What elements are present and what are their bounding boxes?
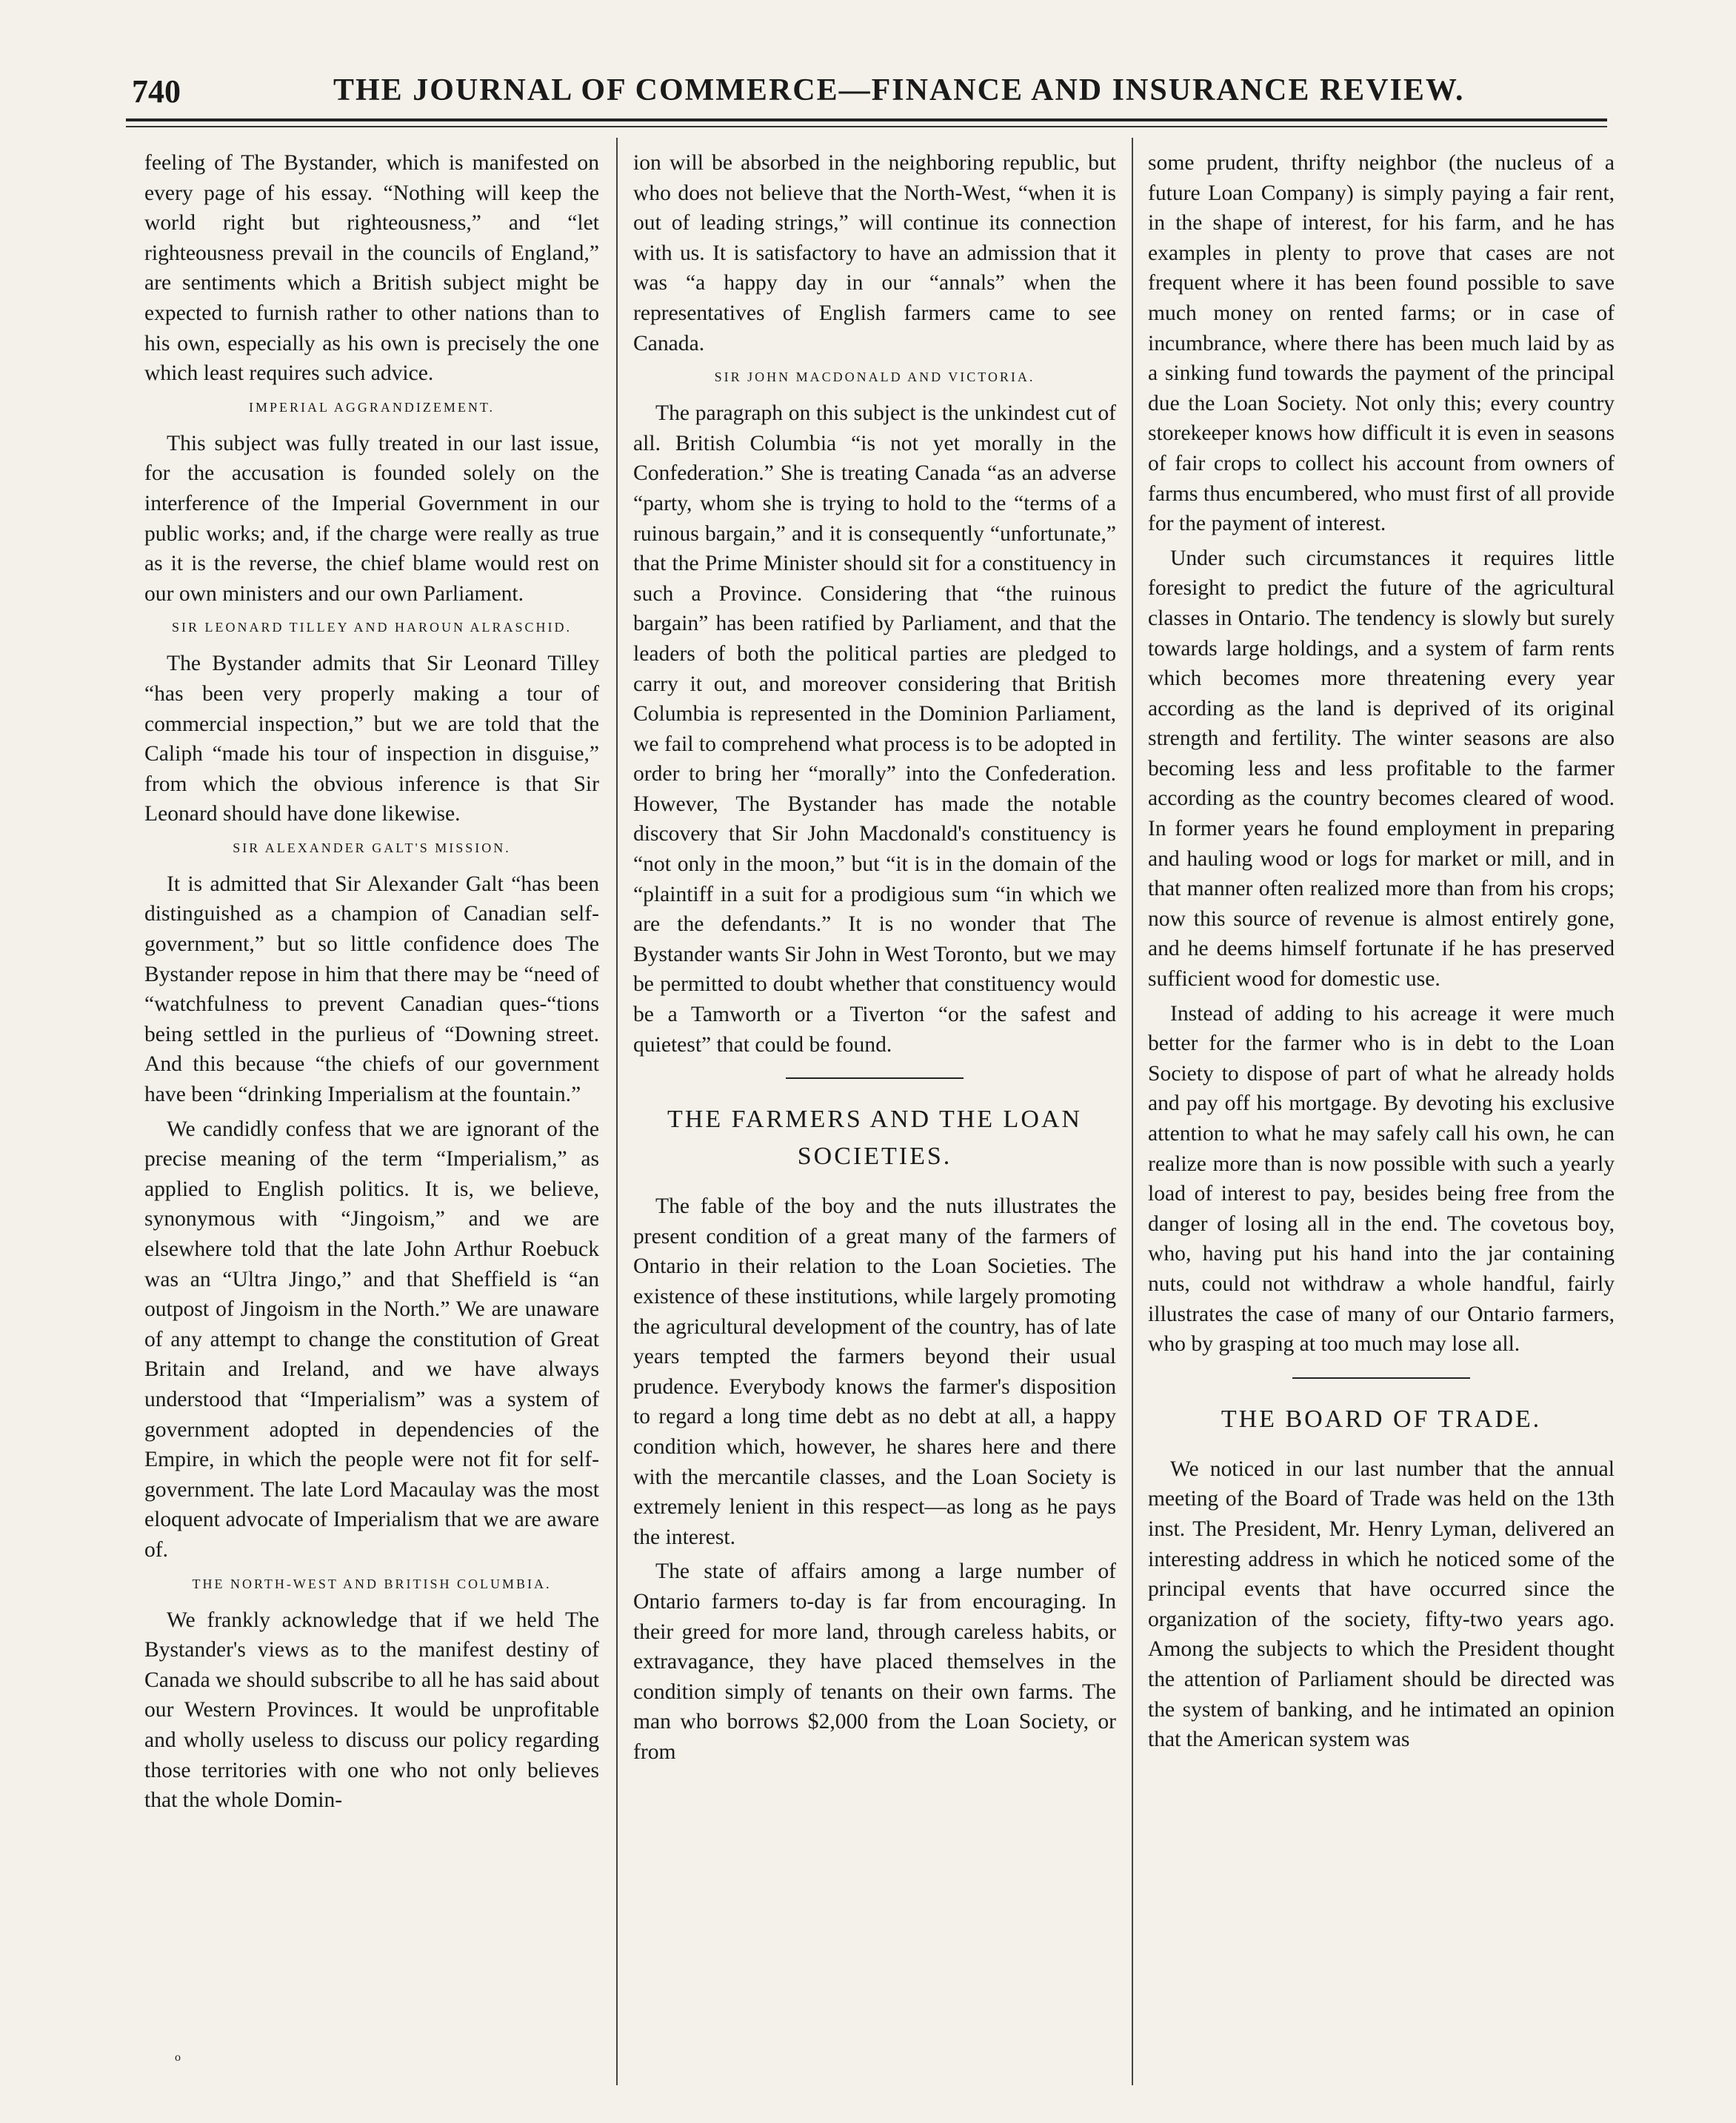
subheading: SIR LEONARD TILLEY AND HAROUN ALRASCHID.	[171, 620, 572, 635]
paragraph: The paragraph on this subject is the unkindest cut of all. British Columbia “is not yet morally in the Confederation.” She is treating Canada “as an adverse “party, whom she is trying to hold to the “terms of a ruinous bargain,” and it is consequently “unfortunate,” that the Prime Minister should sit for a constituency in such a Province. Considering that “the ruinous bargain” has been ratified by Parliament, and that the leaders of both the political parties are pledged to carry it out, and moreover considering that British Columbia is represented in the Dominion Parliament, we fail to comprehend what process is to be adopted in order to bring her “morally” into the Confederation. However, The Bystander has made the notable discovery that Sir John Macdonald's constituency is “not only in the moon,” but “it is in the domain of the “plaintiff in a suit for a prodigious sum “in which we are the defendants.” It is no wonder that The Bystander wants Sir John in West Toronto, but we may be permitted to doubt whether that constituency would be a Tamworth or a Tiverton “or the safest and quietest” that could be found.	[633, 401, 1116, 1057]
paragraph: We noticed in our last number that the annual meeting of the Board of Trade was held on the 13th inst. The President, Mr. Henry Lyman, delivered an interesting address in which he noticed some of the principal events that have occurred since the organization of the society, fifty-two years ago. Among the subjects to which the President thought the attention of Parliament should be directed was the system of banking, and he intimated an opinion that the American system was	[1148, 1457, 1615, 1752]
article-title: THE BOARD OF TRADE.	[1221, 1405, 1542, 1433]
column-3	[1148, 148, 1615, 1759]
section-rule	[786, 1077, 964, 1079]
subheading: IMPERIAL AGGRANDIZEMENT.	[249, 399, 495, 415]
paragraph: Under such circumstances it requires little foresight to predict the future of the agricultural classes in Ontario. The tendency is slowly but surely towards large holdings, and a system of farm rents which becomes more threatening every year according as the land is deprived of its original strength and fertility. The winter seasons are also becoming less and less profitable to the farmer according as the country becomes cleared of wood. In former years he found employment in preparing and hauling wood or logs for market or mill, and in that manner often realized more than from his crops; now this source of revenue is almost entirely gone, and he deems himself fortunate if he has preserved sufficient wood for domestic use.	[1148, 546, 1615, 992]
column-2	[633, 148, 1116, 1772]
paragraph: This subject was fully treated in our last issue, for the accusation is founded solely on the interference of the Imperial Government in our public works; and, if the charge were really as true as it is the reverse, the chief blame would rest on our own ministers and our own Parliament.	[144, 431, 599, 606]
paragraph: feeling of The Bystander, which is manifested on every page of his essay. “Nothing will keep the world right but righteousness,” and “let righteousness prevail in the councils of England,” are sentiments which a British subject might be expected to furnish rather to other nations than to his own, especially as his own is precisely the one which least requires such advice.	[144, 151, 599, 386]
column-divider	[616, 138, 618, 2085]
folio-mark: o	[175, 2051, 181, 2064]
subheading: SIR ALEXANDER GALT'S MISSION.	[233, 840, 511, 855]
header-rule-thin	[126, 126, 1607, 127]
subheading: SIR JOHN MACDONALD AND VICTORIA.	[714, 370, 1035, 385]
section-rule	[1292, 1377, 1470, 1379]
page-header	[126, 73, 1622, 124]
paragraph: Instead of adding to his acreage it were much better for the farmer who is in debt to the Loan Society to dispose of part of what he already holds and pay off his mortgage. By devoting his exclusive attention to what he may safely call his own, he can realize more than is now possible with such a yearly load of interest to pay, besides being free from the danger of losing all in the end. The covetous boy, who, having put his hand into the jar containing nuts, could not withdraw a whole handful, fairly illustrates the case of many of our Ontario farmers, who by grasping at too much may lose all.	[1148, 1001, 1615, 1357]
paragraph: some prudent, thrifty neighbor (the nucleus of a future Loan Company) is simply paying a fair rent, in the shape of interest, for his farm, and he has examples in plenty to prove that cases are not frequent where it has been found possible to save much money on rented farms; or in case of incumbrance, where there has been much laid by as a sinking fund towards the payment of the principal due the Loan Society. Not only this; every country storekeeper knows how difficult it is even in seasons of fair crops to collect his account from owners of farms thus encumbered, who must first of all provide for the payment of interest.	[1148, 151, 1615, 536]
article-title: THE FARMERS AND THE LOAN SOCIETIES.	[667, 1106, 1082, 1171]
subheading: THE NORTH-WEST AND BRITISH COLUMBIA.	[192, 1576, 552, 1591]
paragraph: The Bystander admits that Sir Leonard Tilley “has been very properly making a tour of commercial inspection,” but we are told that the Caliph “made his tour of inspection in disguise,” from which the obvious inference is that Sir Leonard should have done likewise.	[144, 652, 599, 826]
paragraph: The fable of the boy and the nuts illustrates the present condition of a great many of the farmers of Ontario in their relation to the Loan Societies. The existence of these institutions, while largely promoting the agricultural development of the country, has of late years tempted the farmers beyond their usual prudence. Everybody knows the farmer's disposition to regard a long time debt as no debt at all, a happy condition which, however, he shares here and there with the mercantile classes, and the Loan Society is extremely lenient in this respect—as long as he pays the interest.	[633, 1194, 1116, 1549]
paragraph: The state of affairs among a large number of Ontario farmers to-day is far from encouraging. In their greed for more land, through careless habits, or extravagance, they have placed themselves in the condition simply of tenants on their own farms. The man who borrows $2,000 from the Loan Society, or from	[633, 1559, 1116, 1764]
paragraph: We candidly confess that we are ignorant of the precise meaning of the term “Imperialism,” as applied to English politics. It is, we believe, synonymous with “Jingoism,” and we are elsewhere told that the late John Arthur Roebuck was an “Ultra Jingo,” and that Sheffield is “an outpost of Jingoism in the North.” We are unaware of any attempt to change the constitution of Great Britain and Ireland, and we have always understood that “Imperialism” was a system of government adopted in dependencies of the Empire, in which the people were not fit for self-government. The late Lord Macaulay was the most eloquent advocate of Imperialism that we are aware of.	[144, 1117, 599, 1562]
paragraph: ion will be absorbed in the neighboring republic, but who does not believe that the North-West, “when it is out of leading strings,” will continue its connection with us. It is satisfactory to have an admission that it was “a happy day in our “annals” when the representatives of English farmers came to see Canada.	[633, 151, 1116, 355]
journal-title: THE JOURNAL OF COMMERCE—FINANCE AND INSURANCE REVIEW.	[333, 73, 1465, 107]
column-divider	[1132, 138, 1133, 2085]
column-1	[144, 148, 599, 1820]
page-number: 740	[132, 73, 181, 110]
paragraph: We frankly acknowledge that if we held The Bystander's views as to the manifest destiny of Canada we should subscribe to all he has said about our Western Provinces. It would be unprofitable and wholly useless to discuss our policy regarding those territories with one who not only believes that the whole Domin-	[144, 1608, 599, 1813]
paragraph: It is admitted that Sir Alexander Galt “has been distinguished as a champion of Canadian self-government,” but so little confidence does The Bystander repose in him that there may be “need of “watchfulness to prevent Canadian ques-“tions being settled in the purlieus of “Downing street. And this because “the chiefs of our government have been “drinking Imperialism at the fountain.”	[144, 872, 599, 1107]
header-rule	[126, 118, 1607, 121]
